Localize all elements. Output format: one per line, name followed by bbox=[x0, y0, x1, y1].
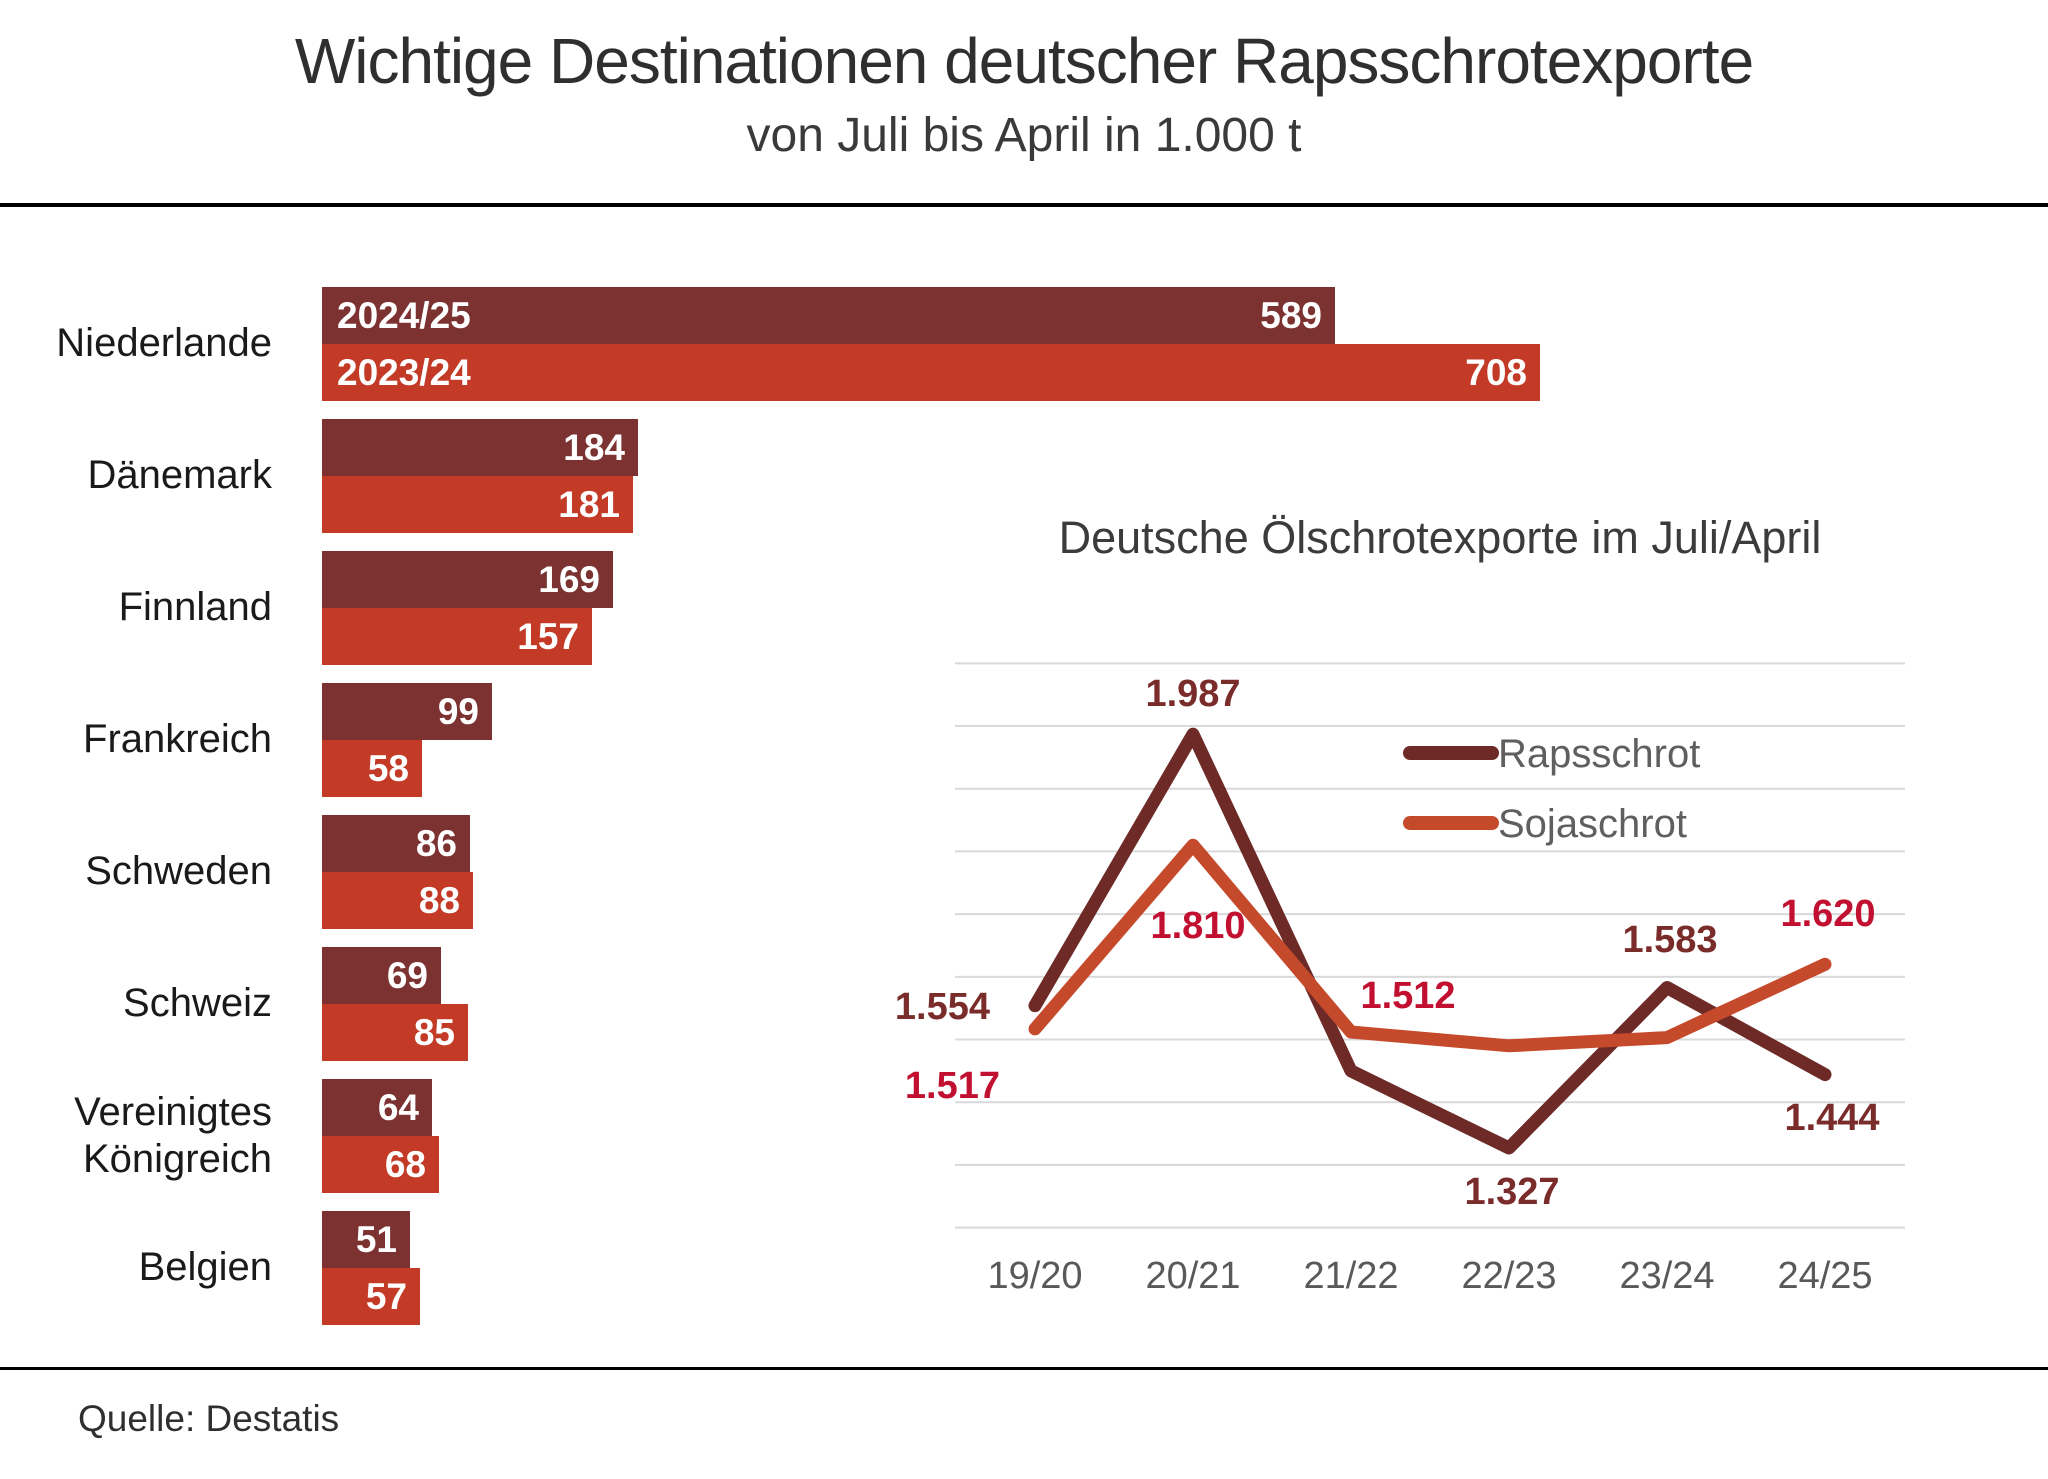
point-label-rapsschrot-20-21: 1.987 bbox=[1145, 673, 1241, 715]
bar-2023-24-niederlande bbox=[322, 344, 1540, 401]
bar-2023-24-frankreich bbox=[322, 740, 422, 797]
source-note: Quelle: Destatis bbox=[78, 1398, 340, 1439]
legend-label-sojaschrot: Sojaschrot bbox=[1498, 802, 1687, 846]
series-period-label: 2024/25 bbox=[337, 294, 471, 336]
bar-value-label: 85 bbox=[413, 1011, 455, 1053]
bar-value-label: 57 bbox=[365, 1275, 407, 1317]
point-label-sojaschrot-20-21: 1.810 bbox=[1150, 905, 1246, 947]
bar-group-niederlande bbox=[0, 287, 2048, 401]
bar-value-label: 181 bbox=[558, 483, 620, 525]
bar-value-label: 88 bbox=[418, 879, 460, 921]
category-label: Frankreich bbox=[83, 717, 272, 762]
legend-label-rapsschrot: Rapsschrot bbox=[1498, 732, 1701, 776]
bar-2023-24-schweiz bbox=[322, 1004, 468, 1061]
point-label-sojaschrot-21-22: 1.512 bbox=[1360, 975, 1456, 1017]
bar-2024-25-belgien bbox=[322, 1211, 410, 1268]
bar-stack bbox=[322, 287, 2048, 401]
point-label-rapsschrot-19-20: 1.554 bbox=[894, 986, 990, 1028]
bar-2024-25-vereinigtes-k-nigreich bbox=[322, 1079, 432, 1136]
category-label: Schweiz bbox=[123, 981, 272, 1026]
header bbox=[0, 0, 2048, 163]
x-axis-label-23-24: 23/24 bbox=[1619, 1255, 1715, 1297]
point-label-rapsschrot-23-24: 1.583 bbox=[1622, 919, 1718, 961]
line-chart bbox=[860, 600, 1980, 1360]
category-label: Niederlande bbox=[56, 321, 272, 366]
bar-value-label: 99 bbox=[437, 690, 479, 732]
category-label: Belgien bbox=[138, 1245, 272, 1290]
category-label: Vereinigtes Königreich bbox=[74, 1089, 272, 1181]
point-label-sojaschrot-24-25: 1.620 bbox=[1780, 893, 1876, 935]
bar-value-label: 58 bbox=[367, 747, 409, 789]
bar-value-label: 69 bbox=[386, 954, 428, 996]
bar-2023-24-d-nemark bbox=[322, 476, 633, 533]
line-chart-title: Deutsche Ölschrotexporte im Juli/April bbox=[1058, 512, 1822, 563]
bar-value-label: 589 bbox=[1260, 294, 1322, 336]
bar-value-label: 708 bbox=[1465, 351, 1527, 393]
x-axis-label-24-25: 24/25 bbox=[1777, 1255, 1873, 1297]
point-label-rapsschrot-24-25: 1.444 bbox=[1784, 1097, 1880, 1139]
bar-2023-24-belgien bbox=[322, 1268, 420, 1325]
category-label: Dänemark bbox=[87, 453, 272, 498]
bar-value-label: 68 bbox=[384, 1143, 426, 1185]
x-axis-label-21-22: 21/22 bbox=[1303, 1255, 1399, 1297]
bar-2023-24-finnland bbox=[322, 608, 592, 665]
bottom-divider bbox=[0, 1367, 2048, 1370]
bar-2023-24-schweden bbox=[322, 872, 473, 929]
bar-2023-24-vereinigtes-k-nigreich bbox=[322, 1136, 439, 1193]
page-subtitle: von Juli bis April in 1.000 t bbox=[746, 109, 1302, 162]
bar-2024-25-d-nemark bbox=[322, 419, 638, 476]
series-period-label: 2023/24 bbox=[337, 351, 471, 393]
x-axis-label-22-23: 22/23 bbox=[1461, 1255, 1557, 1297]
bar-value-label: 64 bbox=[377, 1086, 419, 1128]
bar-value-label: 157 bbox=[517, 615, 579, 657]
category-label: Finnland bbox=[118, 585, 272, 630]
page-title: Wichtige Destinationen deutscher Rapsschrotexporte bbox=[294, 25, 1754, 97]
bar-value-label: 86 bbox=[415, 822, 457, 864]
x-axis-label-20-21: 20/21 bbox=[1145, 1255, 1241, 1297]
x-axis-label-19-20: 19/20 bbox=[987, 1255, 1083, 1297]
top-divider bbox=[0, 203, 2048, 207]
bar-2024-25-niederlande bbox=[322, 287, 1335, 344]
category-label: Schweden bbox=[85, 849, 272, 894]
bar-value-label: 184 bbox=[563, 426, 625, 468]
bar-value-label: 169 bbox=[538, 558, 600, 600]
point-label-sojaschrot-19-20: 1.517 bbox=[904, 1065, 1000, 1107]
bar-2024-25-schweden bbox=[322, 815, 470, 872]
bar-2024-25-frankreich bbox=[322, 683, 492, 740]
bar-value-label: 51 bbox=[355, 1218, 397, 1260]
bar-2024-25-schweiz bbox=[322, 947, 441, 1004]
bar-2024-25-finnland bbox=[322, 551, 613, 608]
point-label-rapsschrot-22-23: 1.327 bbox=[1464, 1171, 1560, 1213]
